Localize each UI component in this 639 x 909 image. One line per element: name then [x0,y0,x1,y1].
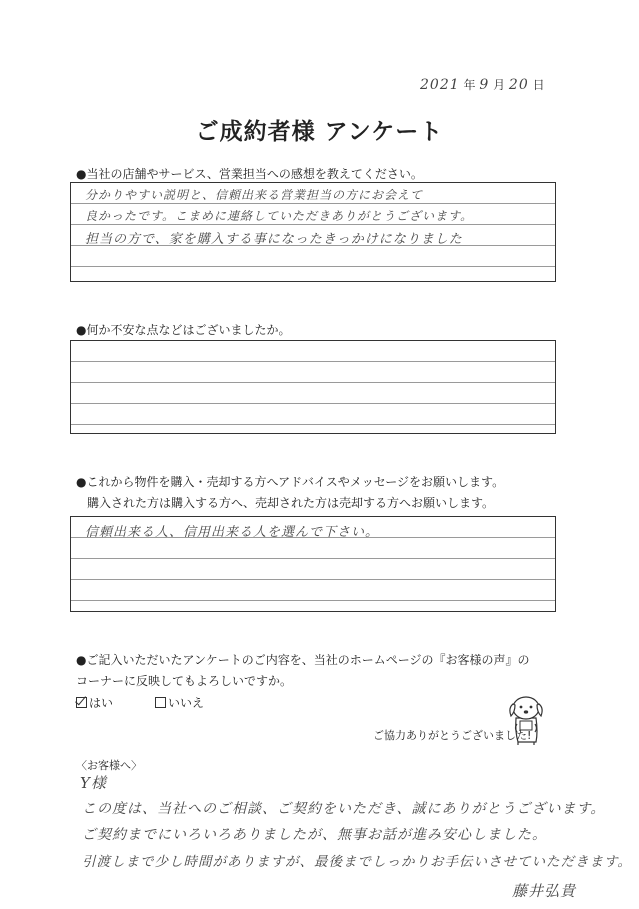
option-no-label: いいえ [168,696,205,710]
page-title: ご成約者様 アンケート [195,119,444,145]
response-section-label: 〈お客様へ〉 [76,759,142,772]
response-line-2: ご契約までにいろいろありましたが、無事お話が進み安心しました。 [82,827,547,843]
date-year-unit: 年 [463,78,476,92]
question-3-sublabel: 購入された方は購入する方へ、売却された方は売却する方へお願いします。 [87,496,495,510]
date-day: 20 [508,77,529,93]
option-no[interactable] [155,694,204,711]
response-line-3: 引渡しまで少し時間がありますが、最後までしっかりお手伝いさせていただきます。 [82,854,632,870]
option-yes-label: はい [89,696,114,710]
question-4-label: ●ご記入いただいたアンケートのご内容を、当社のホームページの『お客様の声』の [76,653,530,667]
response-signature: 藤井弘貴 [512,882,577,900]
question-3-label: ●これから物件を購入・売却する方へアドバイスやメッセージをお願いします。 [76,475,505,489]
question-3-answer-box [70,516,556,612]
question-1-label: ●当社の店舗やサービス、営業担当への感想を教えてください。 [76,167,423,181]
question-2-answer-box [70,340,556,434]
question-4-sublabel: コーナーに反映してもよろしいですか。 [76,674,293,688]
date-month-unit: 月 [493,78,506,92]
date-field [420,76,545,93]
answer-1-line-1: 分かりやすい説明と、信頼出来る営業担当の方にお会えて [85,188,424,202]
answer-3-line-1: 信頼出来る人、信用出来る人を選んで下さい。 [85,525,380,540]
question-1-answer-box [70,182,556,282]
option-yes[interactable] [76,694,113,711]
thanks-message: ご協力ありがとうございました! [373,729,532,742]
date-month: 9 [479,77,490,93]
question-2-label: ●何か不安な点などはございましたか。 [76,323,291,337]
response-salutation: Y様 [80,774,107,792]
date-year: 2021 [420,77,460,93]
checkbox-no[interactable] [155,697,166,708]
answer-1-line-2: 良かったです。こまめに連絡していただきありがとうございます。 [85,209,474,223]
date-day-unit: 日 [532,78,545,92]
answer-1-line-3: 担当の方で、家を購入する事になったきっかけになりました [85,232,463,247]
checkbox-yes[interactable] [76,697,87,708]
response-line-1: この度は、当社へのご相談、ご契約をいただき、誠にありがとうございます。 [82,801,606,817]
